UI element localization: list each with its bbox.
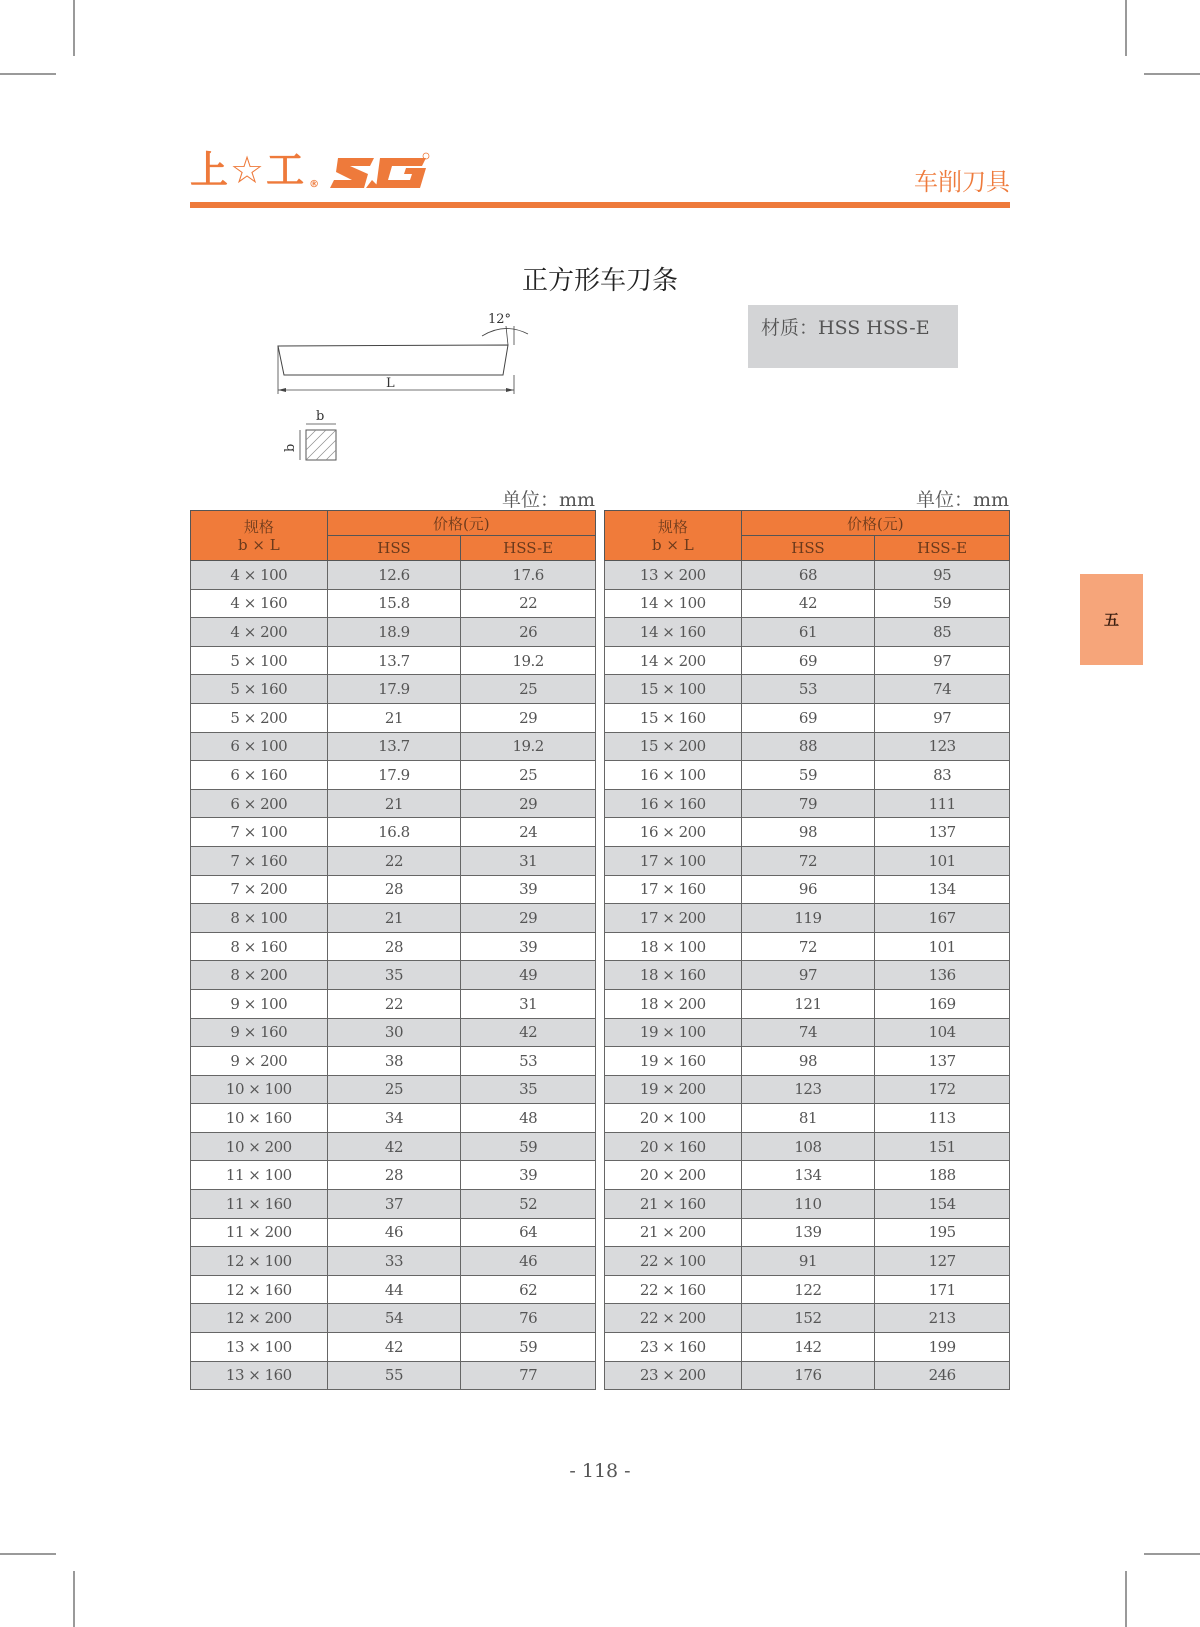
table-row: [605, 932, 1010, 961]
spec-cell: 11 × 200: [191, 1218, 328, 1247]
spec-cell: 9 × 200: [191, 1047, 328, 1076]
hss-e-price-cell: 31: [461, 846, 596, 875]
hss-e-price-cell: 25: [461, 675, 596, 704]
table-row: [605, 1361, 1010, 1390]
hss-price-cell: 176: [741, 1361, 875, 1390]
table-row: [191, 732, 596, 761]
registered-icon: ®: [309, 179, 322, 190]
hss-price-cell: 61: [741, 618, 875, 647]
hss-e-price-cell: 59: [875, 589, 1010, 618]
hss-e-price-cell: 53: [461, 1047, 596, 1076]
table-row: [191, 904, 596, 933]
hss-e-price-cell: 169: [875, 989, 1010, 1018]
hss-e-header: HSS-E: [461, 536, 596, 561]
hss-price-cell: 13.7: [327, 732, 461, 761]
table-row: [605, 675, 1010, 704]
spec-cell: 14 × 100: [605, 589, 742, 618]
hss-e-header: HSS-E: [875, 536, 1010, 561]
table-row: [191, 646, 596, 675]
hss-e-price-cell: 19.2: [461, 732, 596, 761]
hss-price-cell: 18.9: [327, 618, 461, 647]
hss-e-price-cell: 101: [875, 846, 1010, 875]
spec-cell: 21 × 200: [605, 1218, 742, 1247]
hss-e-price-cell: 171: [875, 1275, 1010, 1304]
hss-e-price-cell: 101: [875, 932, 1010, 961]
spec-cell: 22 × 160: [605, 1275, 742, 1304]
hss-e-price-cell: 59: [461, 1333, 596, 1362]
table-row: [605, 1132, 1010, 1161]
hss-e-price-cell: 137: [875, 818, 1010, 847]
spec-cell: 4 × 160: [191, 589, 328, 618]
company-logo: [190, 150, 321, 194]
hss-price-cell: 17.9: [327, 761, 461, 790]
chapter-tab: [1080, 574, 1143, 665]
page-number: - 118 -: [569, 1460, 631, 1482]
spec-cell: 13 × 160: [191, 1361, 328, 1390]
hss-price-cell: 98: [741, 1047, 875, 1076]
hss-price-cell: 69: [741, 703, 875, 732]
table-row: [191, 989, 596, 1018]
spec-cell: 23 × 160: [605, 1333, 742, 1362]
spec-cell: 23 × 200: [605, 1361, 742, 1390]
spec-cell: 11 × 100: [191, 1161, 328, 1190]
hss-e-price-cell: 62: [461, 1275, 596, 1304]
table-row: [605, 589, 1010, 618]
spec-cell: 7 × 100: [191, 818, 328, 847]
hss-e-price-cell: 188: [875, 1161, 1010, 1190]
spec-cell: 14 × 160: [605, 618, 742, 647]
hss-price-cell: 81: [741, 1104, 875, 1133]
table-row: [605, 1218, 1010, 1247]
hss-price-cell: 97: [741, 961, 875, 990]
table-row: [191, 1361, 596, 1390]
table-row: [191, 818, 596, 847]
table-row: [191, 1247, 596, 1276]
table-row: [191, 789, 596, 818]
table-row: [191, 961, 596, 990]
hss-e-price-cell: 25: [461, 761, 596, 790]
price-table-right: [604, 510, 1010, 1390]
hss-price-cell: 21: [327, 703, 461, 732]
crop-mark: [0, 73, 56, 75]
hss-price-cell: 42: [327, 1333, 461, 1362]
table-row: [605, 1047, 1010, 1076]
hss-price-cell: 59: [741, 761, 875, 790]
spec-cell: 6 × 200: [191, 789, 328, 818]
table-row: [191, 1104, 596, 1133]
table-row: [605, 875, 1010, 904]
table-row: [605, 703, 1010, 732]
hss-e-price-cell: 154: [875, 1190, 1010, 1219]
table-row: [605, 1275, 1010, 1304]
spec-cell: 9 × 100: [191, 989, 328, 1018]
table-row: [191, 1333, 596, 1362]
hss-e-price-cell: 134: [875, 875, 1010, 904]
spec-cell: 5 × 200: [191, 703, 328, 732]
spec-cell: 22 × 200: [605, 1304, 742, 1333]
table-row: [191, 675, 596, 704]
table-row: [605, 1018, 1010, 1047]
table-row: [191, 846, 596, 875]
table-row: [605, 1104, 1010, 1133]
hss-price-cell: 34: [327, 1104, 461, 1133]
spec-header: [191, 511, 328, 561]
header-divider: [190, 202, 1010, 208]
table-row: [191, 1304, 596, 1333]
spec-cell: 19 × 100: [605, 1018, 742, 1047]
table-row: [191, 932, 596, 961]
hss-price-cell: 30: [327, 1018, 461, 1047]
hss-e-price-cell: 123: [875, 732, 1010, 761]
spec-cell: 20 × 160: [605, 1132, 742, 1161]
hss-price-cell: 72: [741, 932, 875, 961]
hss-e-price-cell: 29: [461, 904, 596, 933]
spec-cell: 5 × 160: [191, 675, 328, 704]
hss-price-cell: 25: [327, 1075, 461, 1104]
crop-mark: [0, 1553, 56, 1555]
table-row: [605, 1247, 1010, 1276]
spec-header-line1: 规格: [243, 517, 274, 536]
table-row: [605, 989, 1010, 1018]
spec-header-line1: 规格: [657, 517, 688, 536]
hss-price-cell: 122: [741, 1275, 875, 1304]
spec-cell: 7 × 200: [191, 875, 328, 904]
spec-cell: 11 × 160: [191, 1190, 328, 1219]
spec-cell: 20 × 200: [605, 1161, 742, 1190]
price-group-header: 价格(元): [327, 511, 595, 536]
angle-label: 12°: [488, 312, 512, 327]
hss-price-cell: 74: [741, 1018, 875, 1047]
hss-e-price-cell: 24: [461, 818, 596, 847]
hss-price-cell: 72: [741, 846, 875, 875]
spec-cell: 15 × 200: [605, 732, 742, 761]
hss-price-cell: 22: [327, 846, 461, 875]
spec-cell: 17 × 160: [605, 875, 742, 904]
hss-price-cell: 17.9: [327, 675, 461, 704]
hss-e-price-cell: 172: [875, 1075, 1010, 1104]
hss-e-price-cell: 137: [875, 1047, 1010, 1076]
hss-price-cell: 21: [327, 789, 461, 818]
crop-mark: [1125, 1571, 1127, 1627]
table-row: [605, 732, 1010, 761]
table-row: [191, 1132, 596, 1161]
hss-price-cell: 91: [741, 1247, 875, 1276]
table-row: [605, 961, 1010, 990]
hss-e-price-cell: 39: [461, 1161, 596, 1190]
length-label: L: [386, 376, 395, 391]
tool-bit-diagram: [270, 308, 530, 472]
hss-e-price-cell: 19.2: [461, 646, 596, 675]
price-table-left: [190, 510, 596, 1390]
spec-header-line2: b × L: [651, 535, 694, 554]
hss-e-price-cell: 213: [875, 1304, 1010, 1333]
table-row: [191, 875, 596, 904]
hss-price-cell: 108: [741, 1132, 875, 1161]
hss-e-price-cell: 39: [461, 932, 596, 961]
hss-price-cell: 110: [741, 1190, 875, 1219]
spec-cell: 18 × 160: [605, 961, 742, 990]
hss-price-cell: 42: [327, 1132, 461, 1161]
chapter-tab-label: 五: [1103, 611, 1119, 629]
table-row: [605, 1161, 1010, 1190]
table-row: [605, 789, 1010, 818]
hss-e-price-cell: 77: [461, 1361, 596, 1390]
table-row: [605, 1333, 1010, 1362]
crop-mark: [1144, 1553, 1200, 1555]
spec-header-line2: b × L: [237, 535, 280, 554]
spec-cell: 4 × 100: [191, 561, 328, 590]
unit-label-right: 单位：mm: [915, 489, 1009, 511]
spec-cell: 21 × 160: [605, 1190, 742, 1219]
spec-cell: 19 × 200: [605, 1075, 742, 1104]
section-title: 车削刀具: [914, 168, 1010, 196]
table-row: [605, 618, 1010, 647]
hss-price-cell: 142: [741, 1333, 875, 1362]
hss-e-price-cell: 97: [875, 646, 1010, 675]
hss-e-price-cell: 113: [875, 1104, 1010, 1133]
spec-cell: 17 × 200: [605, 904, 742, 933]
table-row: [191, 1275, 596, 1304]
hss-price-cell: 15.8: [327, 589, 461, 618]
table-row: [191, 561, 596, 590]
table-row: [605, 1075, 1010, 1104]
hss-price-cell: 98: [741, 818, 875, 847]
hss-price-cell: 54: [327, 1304, 461, 1333]
spec-cell: 16 × 200: [605, 818, 742, 847]
hss-price-cell: 38: [327, 1047, 461, 1076]
spec-cell: 8 × 200: [191, 961, 328, 990]
hss-price-cell: 139: [741, 1218, 875, 1247]
material-label: 材质：HSS HSS-E: [761, 317, 930, 339]
table-row: [605, 818, 1010, 847]
spec-cell: 15 × 100: [605, 675, 742, 704]
hss-e-price-cell: 17.6: [461, 561, 596, 590]
spec-cell: 13 × 100: [191, 1333, 328, 1362]
hss-price-cell: 16.8: [327, 818, 461, 847]
hss-e-price-cell: 52: [461, 1190, 596, 1219]
spec-cell: 12 × 200: [191, 1304, 328, 1333]
height-label: b: [283, 443, 298, 452]
spec-cell: 10 × 200: [191, 1132, 328, 1161]
spec-cell: 9 × 160: [191, 1018, 328, 1047]
table-row: [605, 1190, 1010, 1219]
spec-cell: 12 × 160: [191, 1275, 328, 1304]
crop-mark: [73, 1571, 75, 1627]
table-row: [605, 561, 1010, 590]
spec-cell: 10 × 100: [191, 1075, 328, 1104]
hss-e-price-cell: 199: [875, 1333, 1010, 1362]
hss-e-price-cell: 48: [461, 1104, 596, 1133]
table-row: [605, 646, 1010, 675]
hss-e-price-cell: 35: [461, 1075, 596, 1104]
spec-cell: 12 × 100: [191, 1247, 328, 1276]
spec-cell: 6 × 100: [191, 732, 328, 761]
hss-price-cell: 28: [327, 932, 461, 961]
hss-e-price-cell: 167: [875, 904, 1010, 933]
hss-e-price-cell: 49: [461, 961, 596, 990]
hss-e-price-cell: 97: [875, 703, 1010, 732]
hss-price-cell: 35: [327, 961, 461, 990]
hss-price-cell: 37: [327, 1190, 461, 1219]
hss-e-price-cell: 42: [461, 1018, 596, 1047]
table-body: [191, 561, 596, 1390]
page-title: 正方形车刀条: [521, 266, 678, 296]
table-row: [191, 1075, 596, 1104]
spec-cell: 7 × 160: [191, 846, 328, 875]
spec-cell: 15 × 160: [605, 703, 742, 732]
table-row: [191, 1190, 596, 1219]
spec-cell: 8 × 100: [191, 904, 328, 933]
spec-cell: 6 × 160: [191, 761, 328, 790]
table-row: [605, 904, 1010, 933]
hss-header: HSS: [741, 536, 875, 561]
spec-cell: 14 × 200: [605, 646, 742, 675]
width-label: b: [316, 409, 325, 424]
crop-mark: [1144, 73, 1200, 75]
spec-cell: 17 × 100: [605, 846, 742, 875]
crop-mark: [1125, 0, 1127, 56]
hss-price-cell: 68: [741, 561, 875, 590]
logo-text: 上☆工: [190, 148, 307, 192]
spec-cell: 5 × 100: [191, 646, 328, 675]
hss-e-price-cell: 76: [461, 1304, 596, 1333]
spec-cell: 16 × 160: [605, 789, 742, 818]
hss-price-cell: 21: [327, 904, 461, 933]
hss-price-cell: 79: [741, 789, 875, 818]
hss-e-price-cell: 111: [875, 789, 1010, 818]
hss-price-cell: 42: [741, 589, 875, 618]
spec-cell: 8 × 160: [191, 932, 328, 961]
hss-e-price-cell: 31: [461, 989, 596, 1018]
spec-cell: 13 × 200: [605, 561, 742, 590]
price-group-header: 价格(元): [741, 511, 1009, 536]
hss-header: HSS: [327, 536, 461, 561]
hss-e-price-cell: 39: [461, 875, 596, 904]
hss-price-cell: 88: [741, 732, 875, 761]
hss-price-cell: 123: [741, 1075, 875, 1104]
hss-price-cell: 53: [741, 675, 875, 704]
table-row: [605, 846, 1010, 875]
table-row: [605, 1304, 1010, 1333]
table-row: [191, 1218, 596, 1247]
hss-price-cell: 33: [327, 1247, 461, 1276]
hss-e-price-cell: 95: [875, 561, 1010, 590]
hss-price-cell: 55: [327, 1361, 461, 1390]
hss-e-price-cell: 246: [875, 1361, 1010, 1390]
hss-e-price-cell: 104: [875, 1018, 1010, 1047]
hss-price-cell: 13.7: [327, 646, 461, 675]
hss-price-cell: 44: [327, 1275, 461, 1304]
spec-header: [605, 511, 742, 561]
hss-e-price-cell: 26: [461, 618, 596, 647]
unit-label-left: 单位：mm: [501, 489, 595, 511]
hss-e-price-cell: 83: [875, 761, 1010, 790]
table-row: [191, 1018, 596, 1047]
hss-price-cell: 28: [327, 1161, 461, 1190]
table-row: [605, 761, 1010, 790]
hss-price-cell: 22: [327, 989, 461, 1018]
hss-price-cell: 69: [741, 646, 875, 675]
hss-e-price-cell: 195: [875, 1218, 1010, 1247]
hss-e-price-cell: 29: [461, 789, 596, 818]
hss-e-price-cell: 136: [875, 961, 1010, 990]
table-row: [191, 589, 596, 618]
hss-e-price-cell: 85: [875, 618, 1010, 647]
spec-cell: 22 × 100: [605, 1247, 742, 1276]
hss-price-cell: 134: [741, 1161, 875, 1190]
spec-cell: 16 × 100: [605, 761, 742, 790]
hss-price-cell: 96: [741, 875, 875, 904]
hss-e-price-cell: 74: [875, 675, 1010, 704]
hss-price-cell: 12.6: [327, 561, 461, 590]
hss-price-cell: 119: [741, 904, 875, 933]
table-row: [191, 703, 596, 732]
hss-price-cell: 46: [327, 1218, 461, 1247]
crop-mark: [73, 0, 75, 56]
spec-cell: 4 × 200: [191, 618, 328, 647]
spec-cell: 19 × 160: [605, 1047, 742, 1076]
table-row: [191, 761, 596, 790]
table-body: [605, 561, 1010, 1390]
table-row: [191, 1161, 596, 1190]
spec-cell: 18 × 100: [605, 932, 742, 961]
sg-brand-logo: [330, 152, 430, 198]
spec-cell: 18 × 200: [605, 989, 742, 1018]
hss-e-price-cell: 22: [461, 589, 596, 618]
hss-e-price-cell: 29: [461, 703, 596, 732]
table-row: [191, 618, 596, 647]
hss-e-price-cell: 64: [461, 1218, 596, 1247]
material-box: [748, 305, 958, 368]
hss-price-cell: 152: [741, 1304, 875, 1333]
spec-cell: 10 × 160: [191, 1104, 328, 1133]
hss-e-price-cell: 151: [875, 1132, 1010, 1161]
page-header: [190, 150, 1010, 210]
table-row: [191, 1047, 596, 1076]
hss-e-price-cell: 59: [461, 1132, 596, 1161]
hss-price-cell: 121: [741, 989, 875, 1018]
hss-e-price-cell: 46: [461, 1247, 596, 1276]
spec-cell: 20 × 100: [605, 1104, 742, 1133]
hss-price-cell: 28: [327, 875, 461, 904]
hss-e-price-cell: 127: [875, 1247, 1010, 1276]
